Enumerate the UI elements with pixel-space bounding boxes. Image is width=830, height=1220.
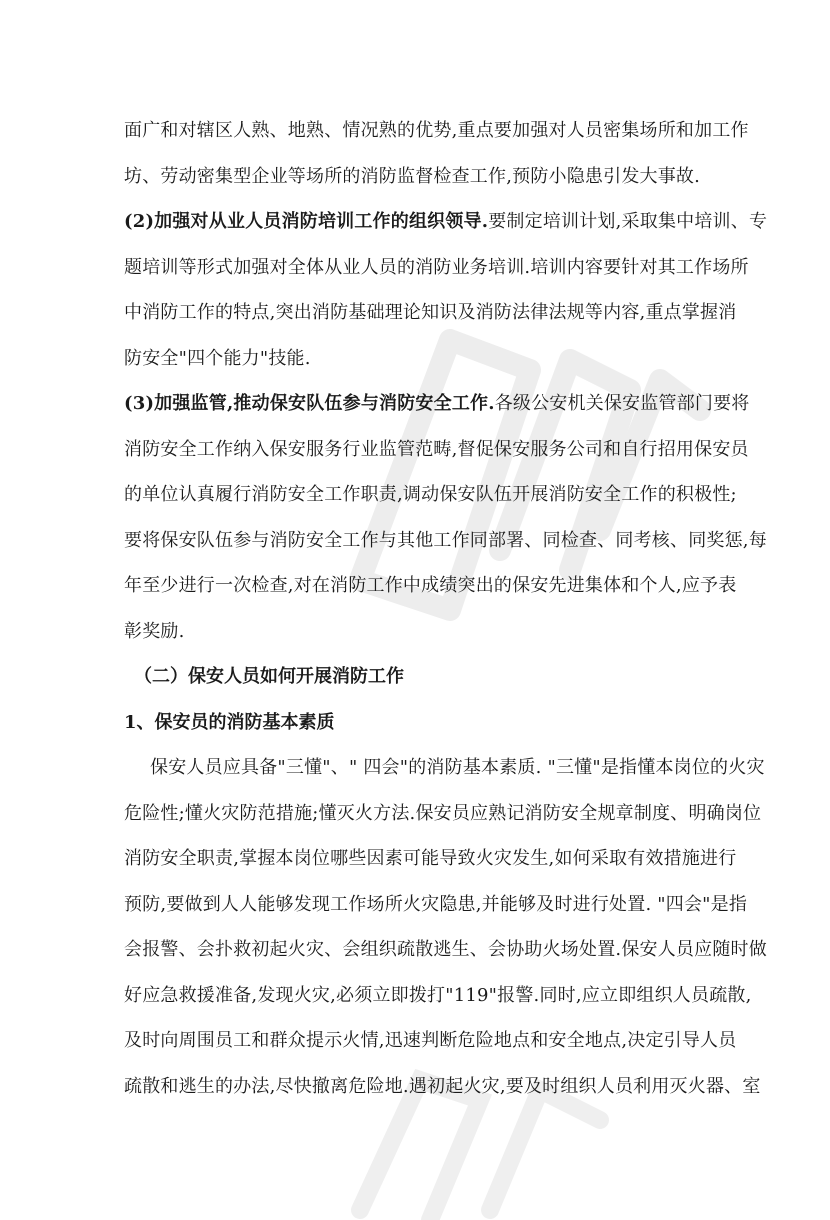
section-heading: （二）保安人员如何开展消防工作 [134, 666, 404, 687]
text-line: 防安全"四个能力"技能. [124, 347, 311, 369]
text-line: 坊、劳动密集型企业等场所的消防监督检查工作,预防小隐患引发大事故. [124, 165, 701, 187]
text-line: 预防,要做到人人能够发现工作场所火灾隐患,并能够及时进行处置. "四会"是指 [124, 893, 748, 915]
bold-lead: (2)加强对从业人员消防培训工作的组织领导. [124, 211, 489, 232]
text-line: 消防安全工作纳入保安服务行业监管范畴,督促保安服务公司和自行招用保安员 [124, 438, 749, 460]
text-line: 要将保安队伍参与消防安全工作与其他工作同部署、同检查、同考核、同奖惩,每 [124, 529, 767, 551]
text-line: 消防安全职责,掌握本岗位哪些因素可能导致火灾发生,如何采取有效措施进行 [124, 848, 737, 869]
text-line [124, 381, 750, 427]
sub-heading: 1、保安员的消防基本素质 [124, 711, 335, 733]
text-run: 各级公安机关保安监管部门要将 [494, 393, 750, 414]
text-run: 要制定培训计划,采取集中培训、专 [488, 211, 768, 232]
text-line: 的单位认真履行消防安全工作职责,调动保安队伍开展消防安全工作的积极性; [124, 484, 737, 505]
text-line: 年至少进行一次检查,对在消防工作中成绩突出的保安先进集体和个人,应予表 [124, 575, 737, 596]
text-line: 及时向周围员工和群众提示火情,迅速判断危险地点和安全地点,决定引导人员 [124, 1030, 737, 1051]
text-line: 彰奖励. [124, 620, 185, 642]
text-line [124, 199, 768, 245]
text-line: 会报警、会扑救初起火灾、会组织疏散逃生、会协助火场处置.保安人员应随时做 [124, 939, 767, 960]
text-line: 中消防工作的特点,突出消防基础理论知识及消防法律法规等内容,重点掌握消 [124, 302, 737, 323]
text-line: 题培训等形式加强对全体从业人员的消防业务培训.培训内容要针对其工作场所 [124, 256, 749, 278]
text-line: 保安人员应具备"三懂"、" 四会"的消防基本素质. "三懂"是指懂本岗位的火灾 [150, 757, 765, 778]
bold-lead: (3)加强监管,推动保安队伍参与消防安全工作. [124, 393, 495, 414]
text-line: 疏散和逃生的办法,尽快撤离危险地.遇初起火灾,要及时组织人员利用灭火器、室 [124, 1075, 761, 1097]
text-line: 好应急救援准备,发现火灾,必须立即拨打"119"报警.同时,应立即组织人员疏散, [124, 984, 752, 1006]
text-line: 危险性;懂火灾防范措施;懂灭火方法.保安员应熟记消防安全规章制度、明确岗位 [124, 802, 762, 824]
document-body [124, 108, 768, 1109]
text-line: 面广和对辖区人熟、地熟、情况熟的优势,重点要加强对人员密集场所和加工作 [124, 120, 749, 141]
